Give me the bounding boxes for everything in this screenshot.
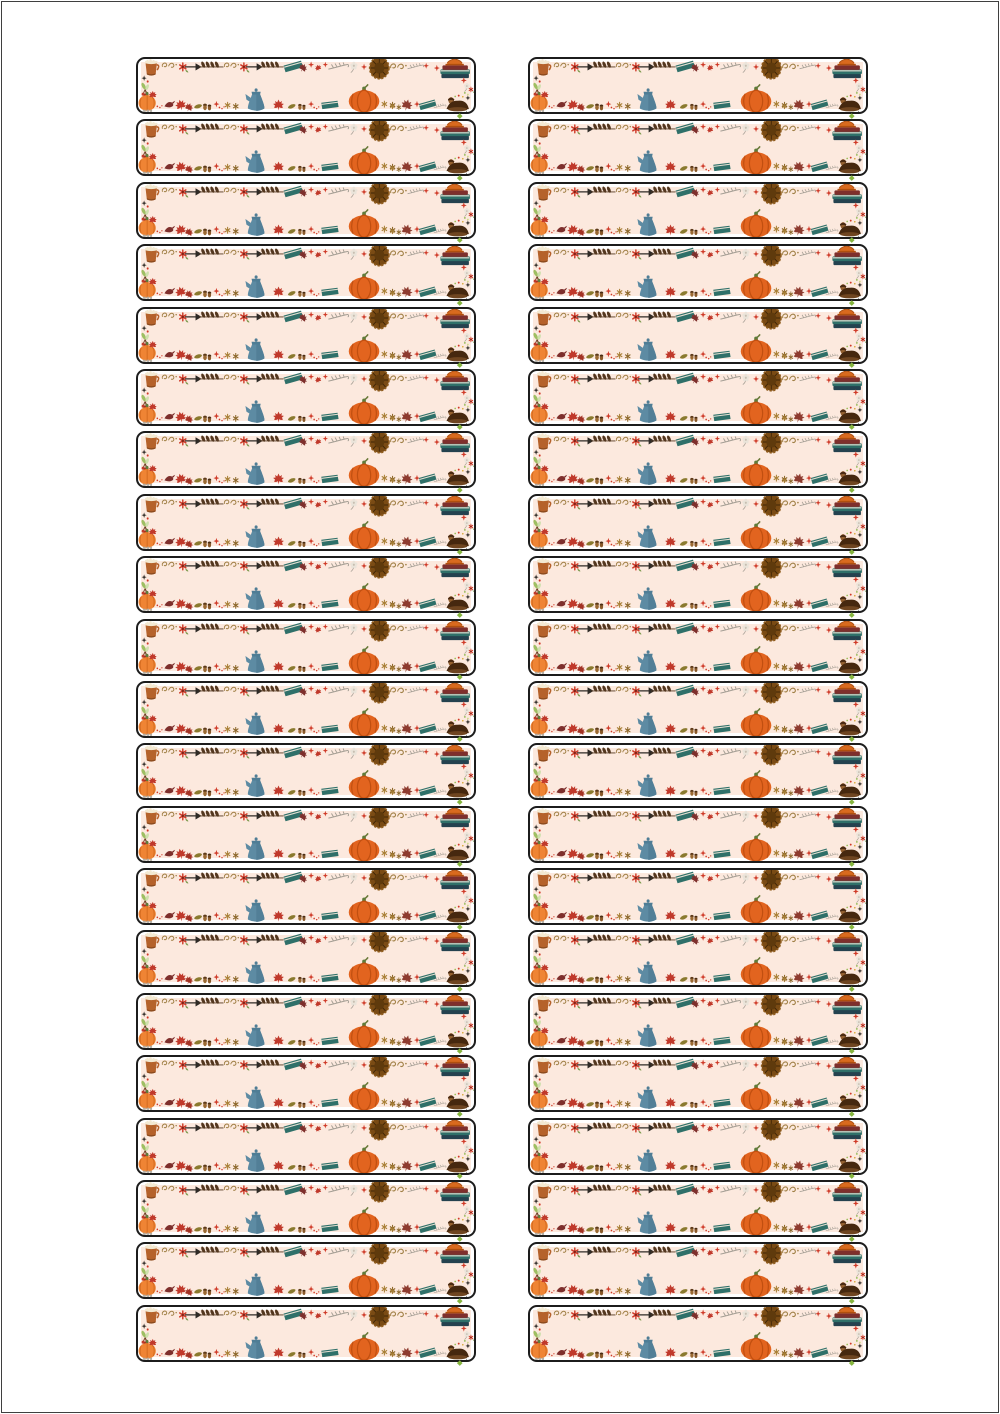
autumn-border-art-icon [138,433,474,486]
green-speck-icon [849,550,854,555]
address-label[interactable] [136,369,476,426]
address-label[interactable] [136,244,476,301]
autumn-border-art-icon [530,1244,866,1297]
autumn-border-art-icon [530,433,866,486]
autumn-border-art-icon [138,621,474,674]
autumn-border-art-icon [530,309,866,362]
green-speck-icon [457,1049,462,1054]
autumn-border-art-icon [138,309,474,362]
autumn-border-art-icon [530,371,866,424]
autumn-border-art-icon [138,1120,474,1173]
address-label[interactable] [136,182,476,239]
green-speck-icon [457,799,462,804]
autumn-border-art-icon [138,59,474,112]
autumn-border-art-icon [138,1057,474,1110]
address-label[interactable] [136,119,476,176]
green-speck-icon [457,1111,462,1116]
autumn-border-art-icon [530,745,866,798]
address-label[interactable] [136,806,476,863]
green-speck-icon [457,986,462,991]
label-grid [136,57,868,1362]
green-speck-icon [457,674,462,679]
address-label[interactable] [136,868,476,925]
address-label[interactable] [528,806,868,863]
green-speck-icon [849,238,854,243]
green-speck-icon [849,1173,854,1178]
autumn-border-art-icon [138,121,474,174]
green-speck-icon [849,612,854,617]
address-label[interactable] [528,307,868,364]
green-speck-icon [849,924,854,929]
green-speck-icon [849,1111,854,1116]
address-label[interactable] [528,1180,868,1237]
address-label[interactable] [136,556,476,613]
green-speck-icon [457,861,462,866]
address-label[interactable] [528,1242,868,1299]
address-label[interactable] [528,993,868,1050]
address-label[interactable] [528,119,868,176]
green-speck-icon [457,300,462,305]
autumn-border-art-icon [530,1120,866,1173]
address-label[interactable] [528,743,868,800]
autumn-border-art-icon [530,1057,866,1110]
green-speck-icon [457,425,462,430]
green-speck-icon [849,113,854,118]
autumn-border-art-icon [530,808,866,861]
autumn-border-art-icon [138,558,474,611]
address-label[interactable] [136,1305,476,1362]
address-label[interactable] [136,494,476,551]
autumn-border-art-icon [530,246,866,299]
green-speck-icon [457,113,462,118]
address-label[interactable] [528,868,868,925]
address-label[interactable] [136,930,476,987]
autumn-border-art-icon [530,496,866,549]
autumn-border-art-icon [138,745,474,798]
autumn-border-art-icon [138,808,474,861]
address-label[interactable] [136,681,476,738]
green-speck-icon [457,487,462,492]
address-label[interactable] [136,993,476,1050]
green-speck-icon [849,487,854,492]
address-label[interactable] [136,431,476,488]
label-sheet-page [1,1,999,1413]
autumn-border-art-icon [530,1182,866,1235]
green-speck-icon [849,986,854,991]
address-label[interactable] [528,681,868,738]
green-speck-icon [849,1298,854,1303]
green-speck-icon [849,861,854,866]
autumn-border-art-icon [530,621,866,674]
green-speck-icon [457,1298,462,1303]
address-label[interactable] [528,619,868,676]
green-speck-icon [849,737,854,742]
address-label[interactable] [528,556,868,613]
green-speck-icon [457,238,462,243]
autumn-border-art-icon [138,1307,474,1360]
address-label[interactable] [528,1055,868,1112]
autumn-border-art-icon [138,496,474,549]
autumn-border-art-icon [530,932,866,985]
green-speck-icon [457,550,462,555]
address-label[interactable] [528,431,868,488]
address-label[interactable] [528,930,868,987]
address-label[interactable] [528,182,868,239]
autumn-border-art-icon [138,184,474,237]
autumn-border-art-icon [138,371,474,424]
autumn-border-art-icon [530,558,866,611]
autumn-border-art-icon [138,870,474,923]
green-speck-icon [849,799,854,804]
green-speck-icon [849,1236,854,1241]
address-label[interactable] [528,494,868,551]
green-speck-icon [849,175,854,180]
autumn-border-art-icon [138,1182,474,1235]
autumn-border-art-icon [530,995,866,1048]
green-speck-icon [457,175,462,180]
address-label[interactable] [136,307,476,364]
autumn-border-art-icon [138,995,474,1048]
autumn-border-art-icon [530,1307,866,1360]
autumn-border-art-icon [530,59,866,112]
green-speck-icon [457,362,462,367]
autumn-border-art-icon [530,184,866,237]
address-label[interactable] [136,743,476,800]
autumn-border-art-icon [138,683,474,736]
green-speck-icon [849,1361,854,1366]
address-label[interactable] [528,369,868,426]
autumn-border-art-icon [530,683,866,736]
address-label[interactable] [136,1180,476,1237]
address-label[interactable] [528,1118,868,1175]
address-label[interactable] [136,57,476,114]
address-label[interactable] [528,244,868,301]
autumn-border-art-icon [530,121,866,174]
green-speck-icon [457,1173,462,1178]
autumn-border-art-icon [530,870,866,923]
autumn-border-art-icon [138,1244,474,1297]
green-speck-icon [849,674,854,679]
autumn-border-art-icon [138,932,474,985]
green-speck-icon [457,612,462,617]
green-speck-icon [457,737,462,742]
green-speck-icon [849,1049,854,1054]
green-speck-icon [457,1361,462,1366]
green-speck-icon [457,924,462,929]
address-label[interactable] [136,1242,476,1299]
address-label[interactable] [136,619,476,676]
autumn-border-art-icon [138,246,474,299]
address-label[interactable] [528,1305,868,1362]
address-label[interactable] [136,1118,476,1175]
address-label[interactable] [136,1055,476,1112]
green-speck-icon [457,1236,462,1241]
green-speck-icon [849,300,854,305]
green-speck-icon [849,425,854,430]
green-speck-icon [849,362,854,367]
address-label[interactable] [528,57,868,114]
